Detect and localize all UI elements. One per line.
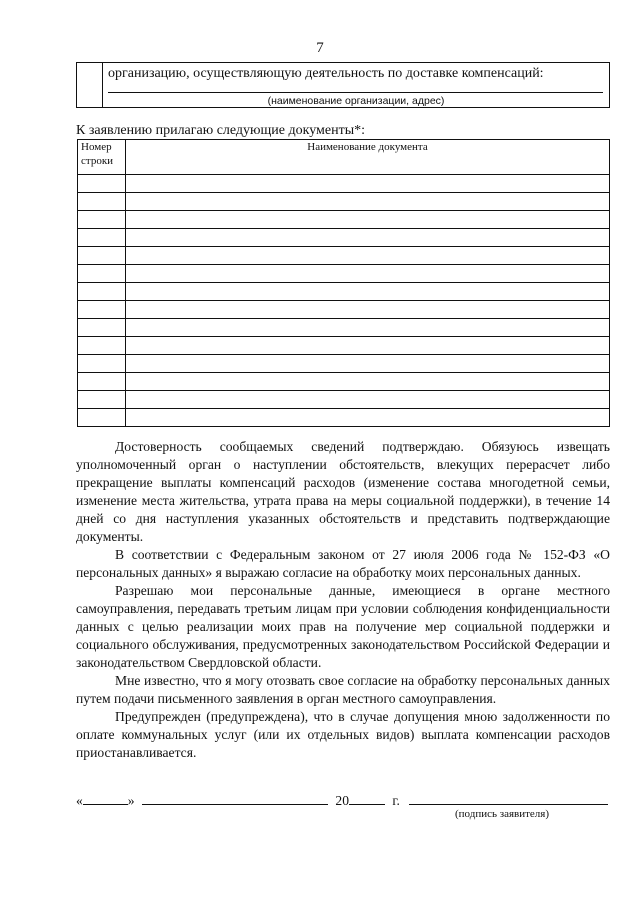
column-header-document-name: Наименование документа xyxy=(126,140,610,175)
row-number-cell[interactable] xyxy=(78,265,126,283)
paragraph-revoke: Мне известно, что я могу отозвать свое согласие на обработку персональных данных путем подачи письменного заявления в орган местного самоуправления. xyxy=(76,673,610,706)
year-prefix: 20 xyxy=(335,793,349,808)
signature-field[interactable] xyxy=(409,790,608,805)
page-number: 7 xyxy=(316,40,324,56)
delivery-org-text: организацию, осуществляющую деятельность по доставке компенсаций: xyxy=(108,66,544,81)
table-row xyxy=(78,337,610,355)
attachments-table xyxy=(77,139,610,427)
document-name-cell[interactable] xyxy=(126,373,610,391)
table-row xyxy=(78,211,610,229)
document-name-cell[interactable] xyxy=(126,175,610,193)
row-number-cell[interactable] xyxy=(78,229,126,247)
table-row xyxy=(78,391,610,409)
delivery-org-box xyxy=(76,62,610,108)
table-row xyxy=(78,193,610,211)
year-field[interactable] xyxy=(349,790,385,805)
quote-open: « xyxy=(76,793,83,808)
row-number-cell[interactable] xyxy=(78,193,126,211)
attachments-heading: К заявлению прилагаю следующие документы*: xyxy=(76,123,366,138)
column-header-number-line2: строки xyxy=(81,155,114,167)
row-number-cell xyxy=(77,63,103,107)
month-field[interactable] xyxy=(142,790,328,805)
table-row xyxy=(78,355,610,373)
document-name-cell[interactable] xyxy=(126,355,610,373)
signature-row xyxy=(76,790,610,809)
document-name-cell[interactable] xyxy=(126,301,610,319)
quote-close: » xyxy=(127,793,135,808)
document-name-cell[interactable] xyxy=(126,247,610,265)
paragraph-consent-law: В соответствии с Федеральным законом от 27 июля 2006 года № 152-ФЗ «О персональных данных» я выражаю согласие на обработку моих персональных данных. xyxy=(76,547,610,580)
column-header-number-line1: Номер xyxy=(81,141,112,153)
row-number-cell[interactable] xyxy=(78,247,126,265)
table-row xyxy=(78,247,610,265)
table-row xyxy=(78,319,610,337)
document-name-cell[interactable] xyxy=(126,229,610,247)
document-name-cell[interactable] xyxy=(126,409,610,427)
row-number-cell[interactable] xyxy=(78,391,126,409)
attachments-table-body xyxy=(78,175,610,427)
document-name-cell[interactable] xyxy=(126,193,610,211)
document-name-cell[interactable] xyxy=(126,211,610,229)
document-name-cell[interactable] xyxy=(126,283,610,301)
table-row xyxy=(78,373,610,391)
row-number-cell[interactable] xyxy=(78,175,126,193)
table-row xyxy=(78,229,610,247)
year-suffix: г. xyxy=(392,793,400,808)
signature-caption: (подпись заявителя) xyxy=(455,808,550,820)
table-row xyxy=(78,283,610,301)
table-row xyxy=(78,301,610,319)
delivery-org-fill-line[interactable] xyxy=(108,92,603,93)
row-number-cell[interactable] xyxy=(78,355,126,373)
paragraph-third-parties: Разрешаю мои персональные данные, имеющиеся в органе местного самоуправления, передавать третьим лицам при условии соблюдения конфиденциальности данных с целью реализации моих прав на получение мер социальной поддержки и социального обслуживания, предусмотренных законодательством Российской Федерации и законодательством Свердловской области. xyxy=(76,583,610,670)
row-number-cell[interactable] xyxy=(78,283,126,301)
statement-text xyxy=(76,438,610,762)
document-name-cell[interactable] xyxy=(126,337,610,355)
row-number-cell[interactable] xyxy=(78,301,126,319)
row-number-cell[interactable] xyxy=(78,337,126,355)
day-field[interactable] xyxy=(83,790,128,805)
table-row xyxy=(78,265,610,283)
document-name-cell[interactable] xyxy=(126,391,610,409)
row-number-cell[interactable] xyxy=(78,211,126,229)
column-header-row-number xyxy=(78,140,126,175)
table-row xyxy=(78,409,610,427)
paragraph-warning: Предупрежден (предупреждена), что в случае допущения мною задолженности по оплате коммунальных услуг (или их отдельных видов) выплата компенсации расходов приостанавливается. xyxy=(76,709,610,760)
delivery-org-caption: (наименование организации, адрес) xyxy=(267,95,445,107)
row-number-cell[interactable] xyxy=(78,409,126,427)
document-name-cell[interactable] xyxy=(126,319,610,337)
paragraph-confirmation: Достоверность сообщаемых сведений подтверждаю. Обязуюсь извещать уполномоченный орган о наступлении обстоятельств, влекущих перерасчет либо прекращение выплаты компенсаций расходов (изменение состава многодетной семьи, изменение места жительства, утрата права на меры социальной поддержки), в течение 14 дней со дня наступления указанных обстоятельств и представить подтверждающие документы. xyxy=(76,439,610,544)
row-number-cell[interactable] xyxy=(78,319,126,337)
document-name-cell[interactable] xyxy=(126,265,610,283)
row-number-cell[interactable] xyxy=(78,373,126,391)
table-row xyxy=(78,175,610,193)
